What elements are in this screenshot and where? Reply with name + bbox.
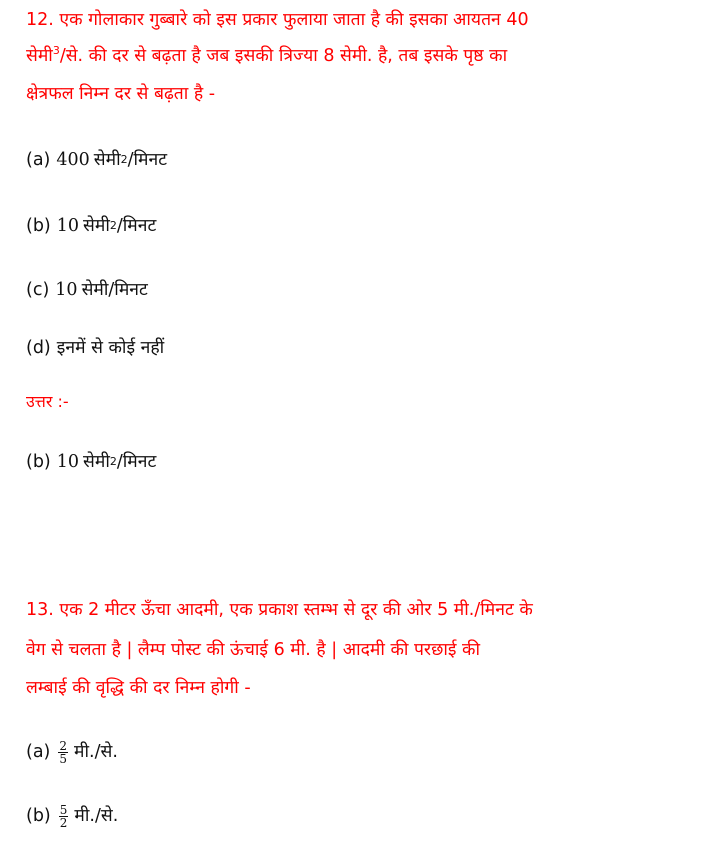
q13-option-b bbox=[26, 802, 118, 830]
fraction-denominator: 5 bbox=[59, 751, 68, 766]
q12-line-3: क्षेत्रफल निम्न दर से बढ़ता है - bbox=[26, 84, 216, 104]
q13-line-2: वेग से चलता है | लैम्प पोस्ट की ऊंचाई 6 मी. है | आदमी की परछाई की bbox=[26, 640, 481, 660]
option-unit: मी./से. bbox=[74, 806, 119, 826]
option-label: (b) bbox=[26, 806, 51, 826]
q12-unit: सेमी bbox=[26, 46, 53, 66]
q12-unit-superscript: 3 bbox=[52, 44, 60, 58]
option-label: (c) bbox=[26, 280, 50, 300]
q12-option-b: (b) 10 सेमी 2 /मिनट bbox=[26, 212, 156, 240]
q13-option-a bbox=[26, 738, 118, 766]
option-unit-rest: /मिनट bbox=[116, 216, 157, 236]
option-unit: सेमी/मिनट bbox=[81, 280, 148, 300]
q12-line-1: 12. एक गोलाकार गुब्बारे को इस प्रकार फुलाया जाता है की इसका आयतन 40 bbox=[26, 10, 529, 30]
q12-option-c bbox=[26, 276, 148, 304]
option-unit: सेमी bbox=[93, 150, 121, 170]
q12-line-2 bbox=[26, 44, 507, 68]
fraction-numerator: 5 bbox=[59, 802, 68, 817]
answer-option-label: (b) bbox=[26, 452, 51, 472]
answer-unit-rest: /मिनट bbox=[116, 452, 157, 472]
option-label: (a) bbox=[26, 150, 51, 170]
option-unit: सेमी bbox=[83, 216, 110, 236]
q13-line-1: 13. एक 2 मीटर ऊँचा आदमी, एक प्रकाश स्तम्भ से दूर की ओर 5 मी./मिनट के bbox=[26, 600, 533, 620]
answer-unit: सेमी bbox=[83, 452, 110, 472]
option-number: 10 bbox=[56, 216, 80, 236]
q12-answer: (b) 10 सेमी 2 /मिनट bbox=[26, 448, 156, 476]
q12-answer-label: उत्तर :- bbox=[26, 392, 69, 411]
fraction bbox=[59, 804, 69, 829]
option-number: 400 bbox=[56, 150, 90, 170]
option-text: इनमें से कोई नहीं bbox=[56, 338, 165, 358]
option-unit-rest: /मिनट bbox=[127, 150, 168, 170]
fraction-denominator: 2 bbox=[59, 815, 68, 830]
q12-option-a: (a) 400 सेमी 2 /मिनट bbox=[26, 146, 167, 174]
option-label: (d) bbox=[26, 338, 51, 358]
option-label: (b) bbox=[26, 216, 51, 236]
option-unit: मी./से. bbox=[74, 742, 118, 762]
fraction-numerator: 2 bbox=[59, 738, 68, 753]
answer-number: 10 bbox=[56, 452, 80, 472]
option-label: (a) bbox=[26, 742, 51, 762]
option-number: 10 bbox=[55, 280, 78, 300]
q13-line-3: लम्बाई की वृद्धि की दर निम्न होगी - bbox=[26, 678, 251, 698]
fraction bbox=[58, 740, 68, 765]
q12-option-d bbox=[26, 334, 164, 362]
q12-line-2-rest: /से. की दर से बढ़ता है जब इसकी त्रिज्या 8 सेमी. है, तब इसके पृष्ठ का bbox=[59, 46, 508, 66]
